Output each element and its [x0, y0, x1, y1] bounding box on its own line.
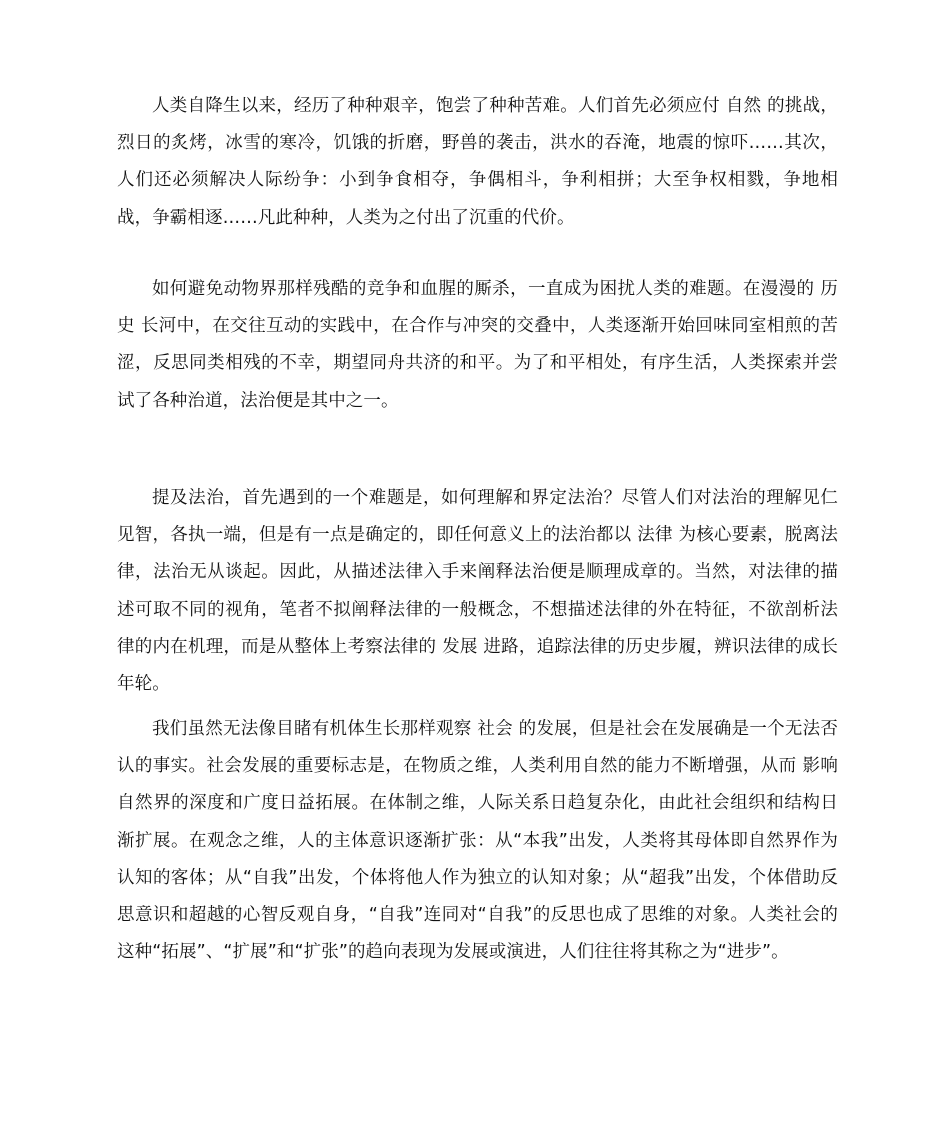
paragraph-1: 人类自降生以来，经历了种种艰辛，饱尝了种种苦难。人们首先必须应付 自然 的挑战，烈日的炙烤，冰雪的寒冷，饥饿的折磨，野兽的袭击，洪水的吞淹，地震的惊吓……其次，人们还必须解决人际纷争：小到争食相夺，争偶相斗，争利相拼；大至争权相戮，争地相战，争霸相逐……凡此种种，人类为之付出了沉重的代价。	[117, 96, 838, 228]
paragraph-3: 提及法治，首先遇到的一个难题是，如何理解和界定法治？尽管人们对法治的理解见仁见智，各执一端，但是有一点是确定的，即任何意义上的法治都以 法律 为核心要素，脱离法律，法治无从谈起。因此，从描述法律入手来阐释法治便是顺理成章的。当然，对法律的描述可取不同的视角，笔者不拟阐释法律的一般概念，不想描述法律的外在特征，不欲剖析法律的内在机理，而是从整体上考察法律的 发展 进路，追踪法律的历史步履，辨识法律的成长年轮。	[117, 488, 838, 695]
paragraph-2: 如何避免动物界那样残酷的竞争和血腥的厮杀，一直成为困扰人类的难题。在漫漫的 历史 长河中，在交往互动的实践中，在合作与冲突的交叠中，人类逐渐开始回味同室相煎的苦涩，反思同类相残的不幸，期望同舟共济的和平。为了和平相处，有序生活，人类探索并尝试了各种治道，法治便是其中之一。	[117, 279, 838, 411]
paragraph-4: 我们虽然无法像目睹有机体生长那样观察 社会 的发展，但是社会在发展确是一个无法否认的事实。社会发展的重要标志是，在物质之维，人类利用自然的能力不断增强，从而 影响 自然界的深度和广度日益拓展。在体制之维，人际关系日趋复杂化，由此社会组织和结构日渐扩展。在观念之维，人的主体意识逐渐扩张：从“本我”出发，人类将其母体即自然界作为认知的客体；从“自我”出发，个体将他人作为独立的认知对象；从“超我”出发，个体借助反思意识和超越的心智反观自身，“自我”连同对“自我”的反思也成了思维的对象。人类社会的这种“拓展”、“扩展”和“扩张”的趋向表现为发展或演进，人们往往将其称之为“进步”。	[117, 719, 838, 963]
